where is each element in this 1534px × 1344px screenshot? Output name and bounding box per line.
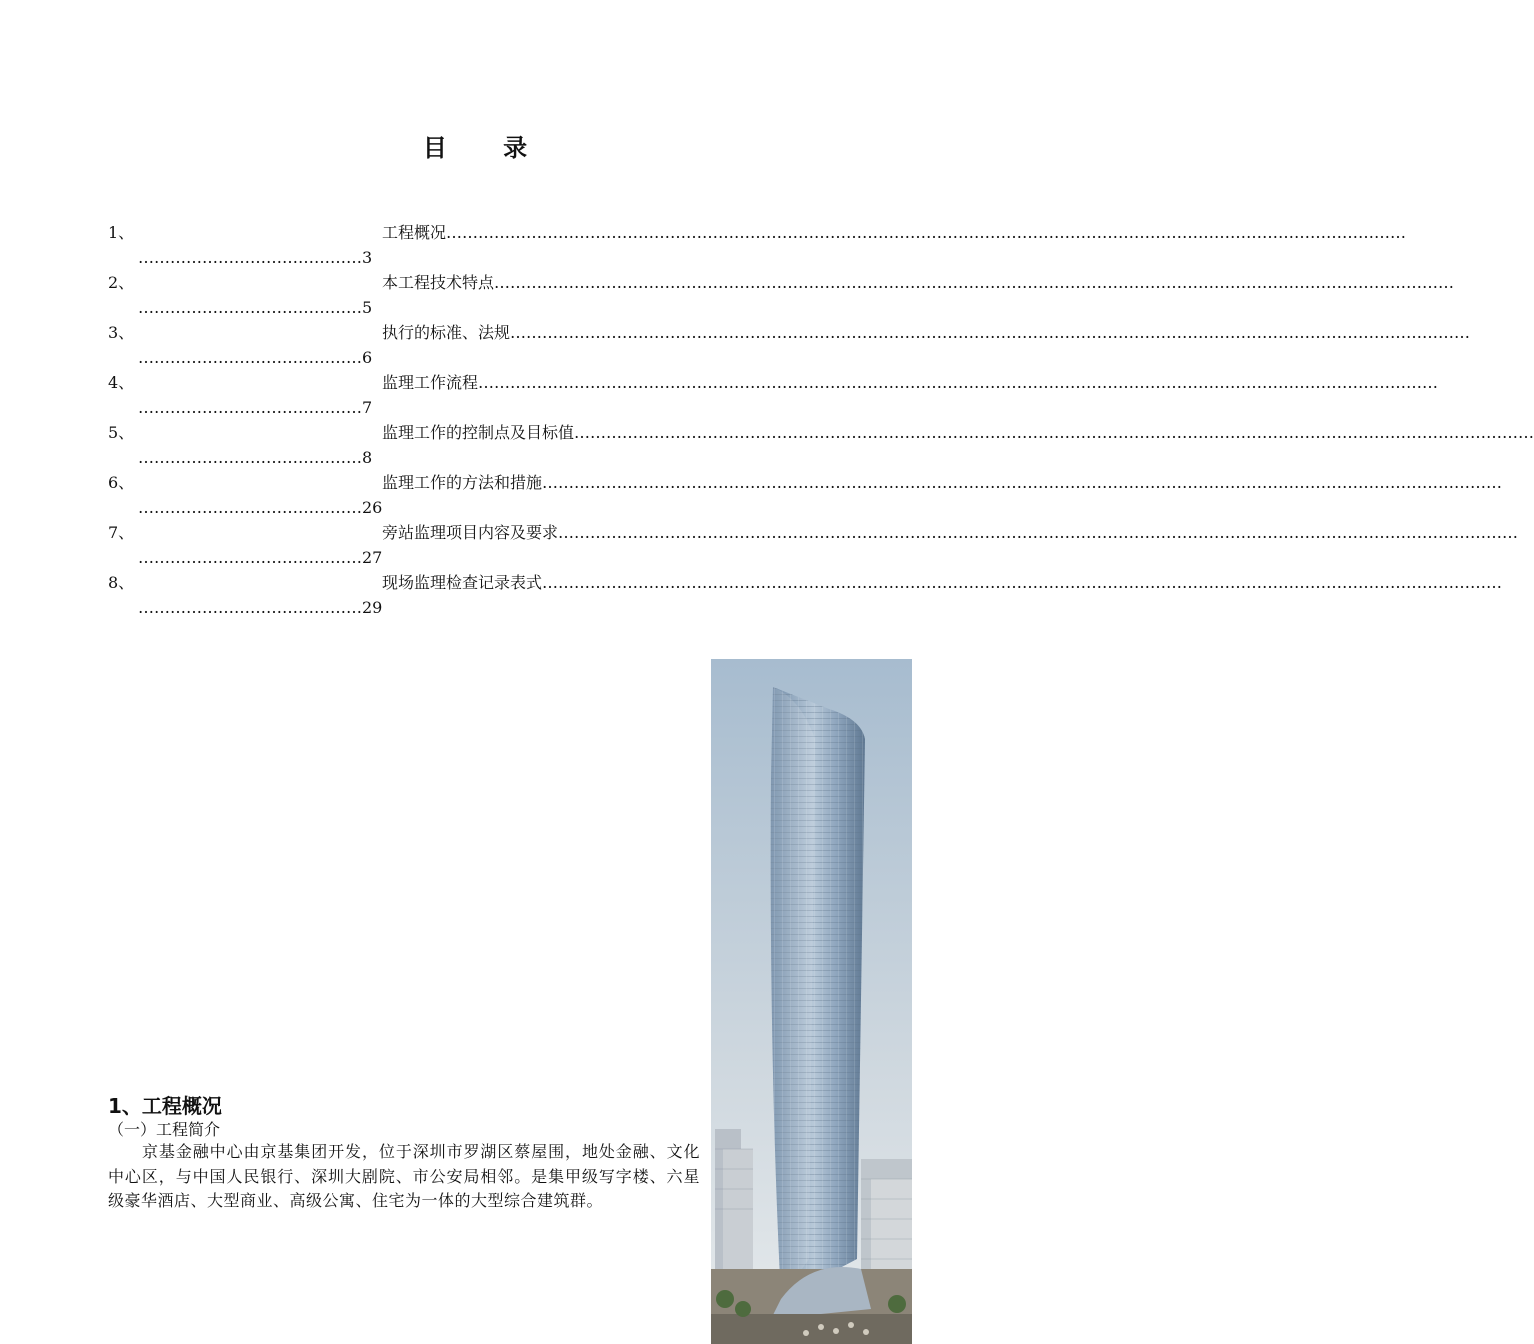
- tower-rendering-image: [711, 659, 912, 1344]
- section-heading: 1、工程概况: [108, 1094, 222, 1118]
- toc-entry: [108, 572, 1503, 622]
- toc-leader-dots: ………………………………………………………………………………………………………………………………………………………………: [542, 573, 1503, 592]
- toc-entry: [108, 272, 1455, 322]
- toc-leader-dots: ………………………………………………………………………………………………………………………………………………………………: [478, 373, 1439, 392]
- toc-leader-dots: ……………………………………: [138, 298, 362, 317]
- toc-leader-dots: ……………………………………: [138, 548, 362, 567]
- toc-leader-dots: ………………………………………………………………………………………………………………………………………………………………: [574, 423, 1534, 442]
- toc-leader-dots: ……………………………………: [138, 348, 362, 367]
- toc-entry-title: 工程概况………………………………………………………………………………………………………………………………………………………………: [382, 223, 1407, 242]
- toc-entry-page: ……………………………………5: [138, 298, 373, 317]
- toc-leader-dots: ……………………………………: [138, 398, 362, 417]
- toc-entry-page: ……………………………………26: [138, 498, 383, 517]
- toc-entry-page: ……………………………………3: [138, 248, 373, 267]
- toc-entry: [108, 422, 1534, 472]
- toc-leader-dots: ………………………………………………………………………………………………………………………………………………………………: [558, 523, 1519, 542]
- toc-entry-number: 1、: [108, 223, 135, 242]
- toc-entry: [108, 322, 1471, 372]
- toc-entry-number: 5、: [108, 423, 135, 442]
- toc-entry-title: 监理工作的控制点及目标值………………………………………………………………………………………………………………………………………………………………: [382, 423, 1534, 442]
- toc-leader-dots: ………………………………………………………………………………………………………………………………………………………………: [542, 473, 1503, 492]
- toc-entry-title: 执行的标准、法规………………………………………………………………………………………………………………………………………………………………: [382, 323, 1471, 342]
- toc-entry: [108, 472, 1503, 522]
- toc-entry-number: 2、: [108, 273, 135, 292]
- toc-entry-title: 监理工作流程………………………………………………………………………………………………………………………………………………………………: [382, 373, 1439, 392]
- section-paragraph: 京基金融中心由京基集团开发，位于深圳市罗湖区蔡屋围，地处金融、文化中心区，与中国人民银行、深圳大剧院、市公安局相邻。是集甲级写字楼、六星级豪华酒店、大型商业、高级公寓、住宅为一体的大型综合建筑群。: [108, 1142, 700, 1211]
- toc-leader-dots: ………………………………………………………………………………………………………………………………………………………………: [510, 323, 1471, 342]
- toc-leader-dots: ……………………………………: [138, 248, 362, 267]
- page-title: 目 录: [422, 133, 552, 162]
- toc-entry-page: ……………………………………29: [138, 598, 383, 617]
- toc-leader-dots: ……………………………………: [138, 498, 362, 517]
- toc-entry-page: ……………………………………8: [138, 448, 373, 467]
- toc-entry: [108, 522, 1519, 572]
- section-subheading: （一）工程简介: [108, 1120, 221, 1139]
- table-of-contents: [108, 222, 1534, 622]
- toc-entry-number: 3、: [108, 323, 135, 342]
- toc-entry-number: 8、: [108, 573, 135, 592]
- toc-entry-title: 监理工作的方法和措施………………………………………………………………………………………………………………………………………………………………: [382, 473, 1503, 492]
- toc-entry-number: 4、: [108, 373, 135, 392]
- toc-leader-dots: ……………………………………: [138, 448, 362, 467]
- toc-entry-title: 本工程技术特点………………………………………………………………………………………………………………………………………………………………: [382, 273, 1455, 292]
- toc-leader-dots: ………………………………………………………………………………………………………………………………………………………………: [446, 223, 1407, 242]
- toc-entry-title: 旁站监理项目内容及要求………………………………………………………………………………………………………………………………………………………………: [382, 523, 1519, 542]
- toc-entry-title: 现场监理检查记录表式………………………………………………………………………………………………………………………………………………………………: [382, 573, 1503, 592]
- toc-entry-number: 7、: [108, 523, 135, 542]
- toc-entry-number: 6、: [108, 473, 135, 492]
- toc-entry-page: ……………………………………6: [138, 348, 373, 367]
- toc-leader-dots: ………………………………………………………………………………………………………………………………………………………………: [494, 273, 1455, 292]
- toc-entry-page: ……………………………………27: [138, 548, 383, 567]
- toc-entry: [108, 372, 1439, 422]
- toc-entry: [108, 222, 1407, 272]
- toc-leader-dots: ……………………………………: [138, 598, 362, 617]
- toc-entry-page: ……………………………………7: [138, 398, 373, 417]
